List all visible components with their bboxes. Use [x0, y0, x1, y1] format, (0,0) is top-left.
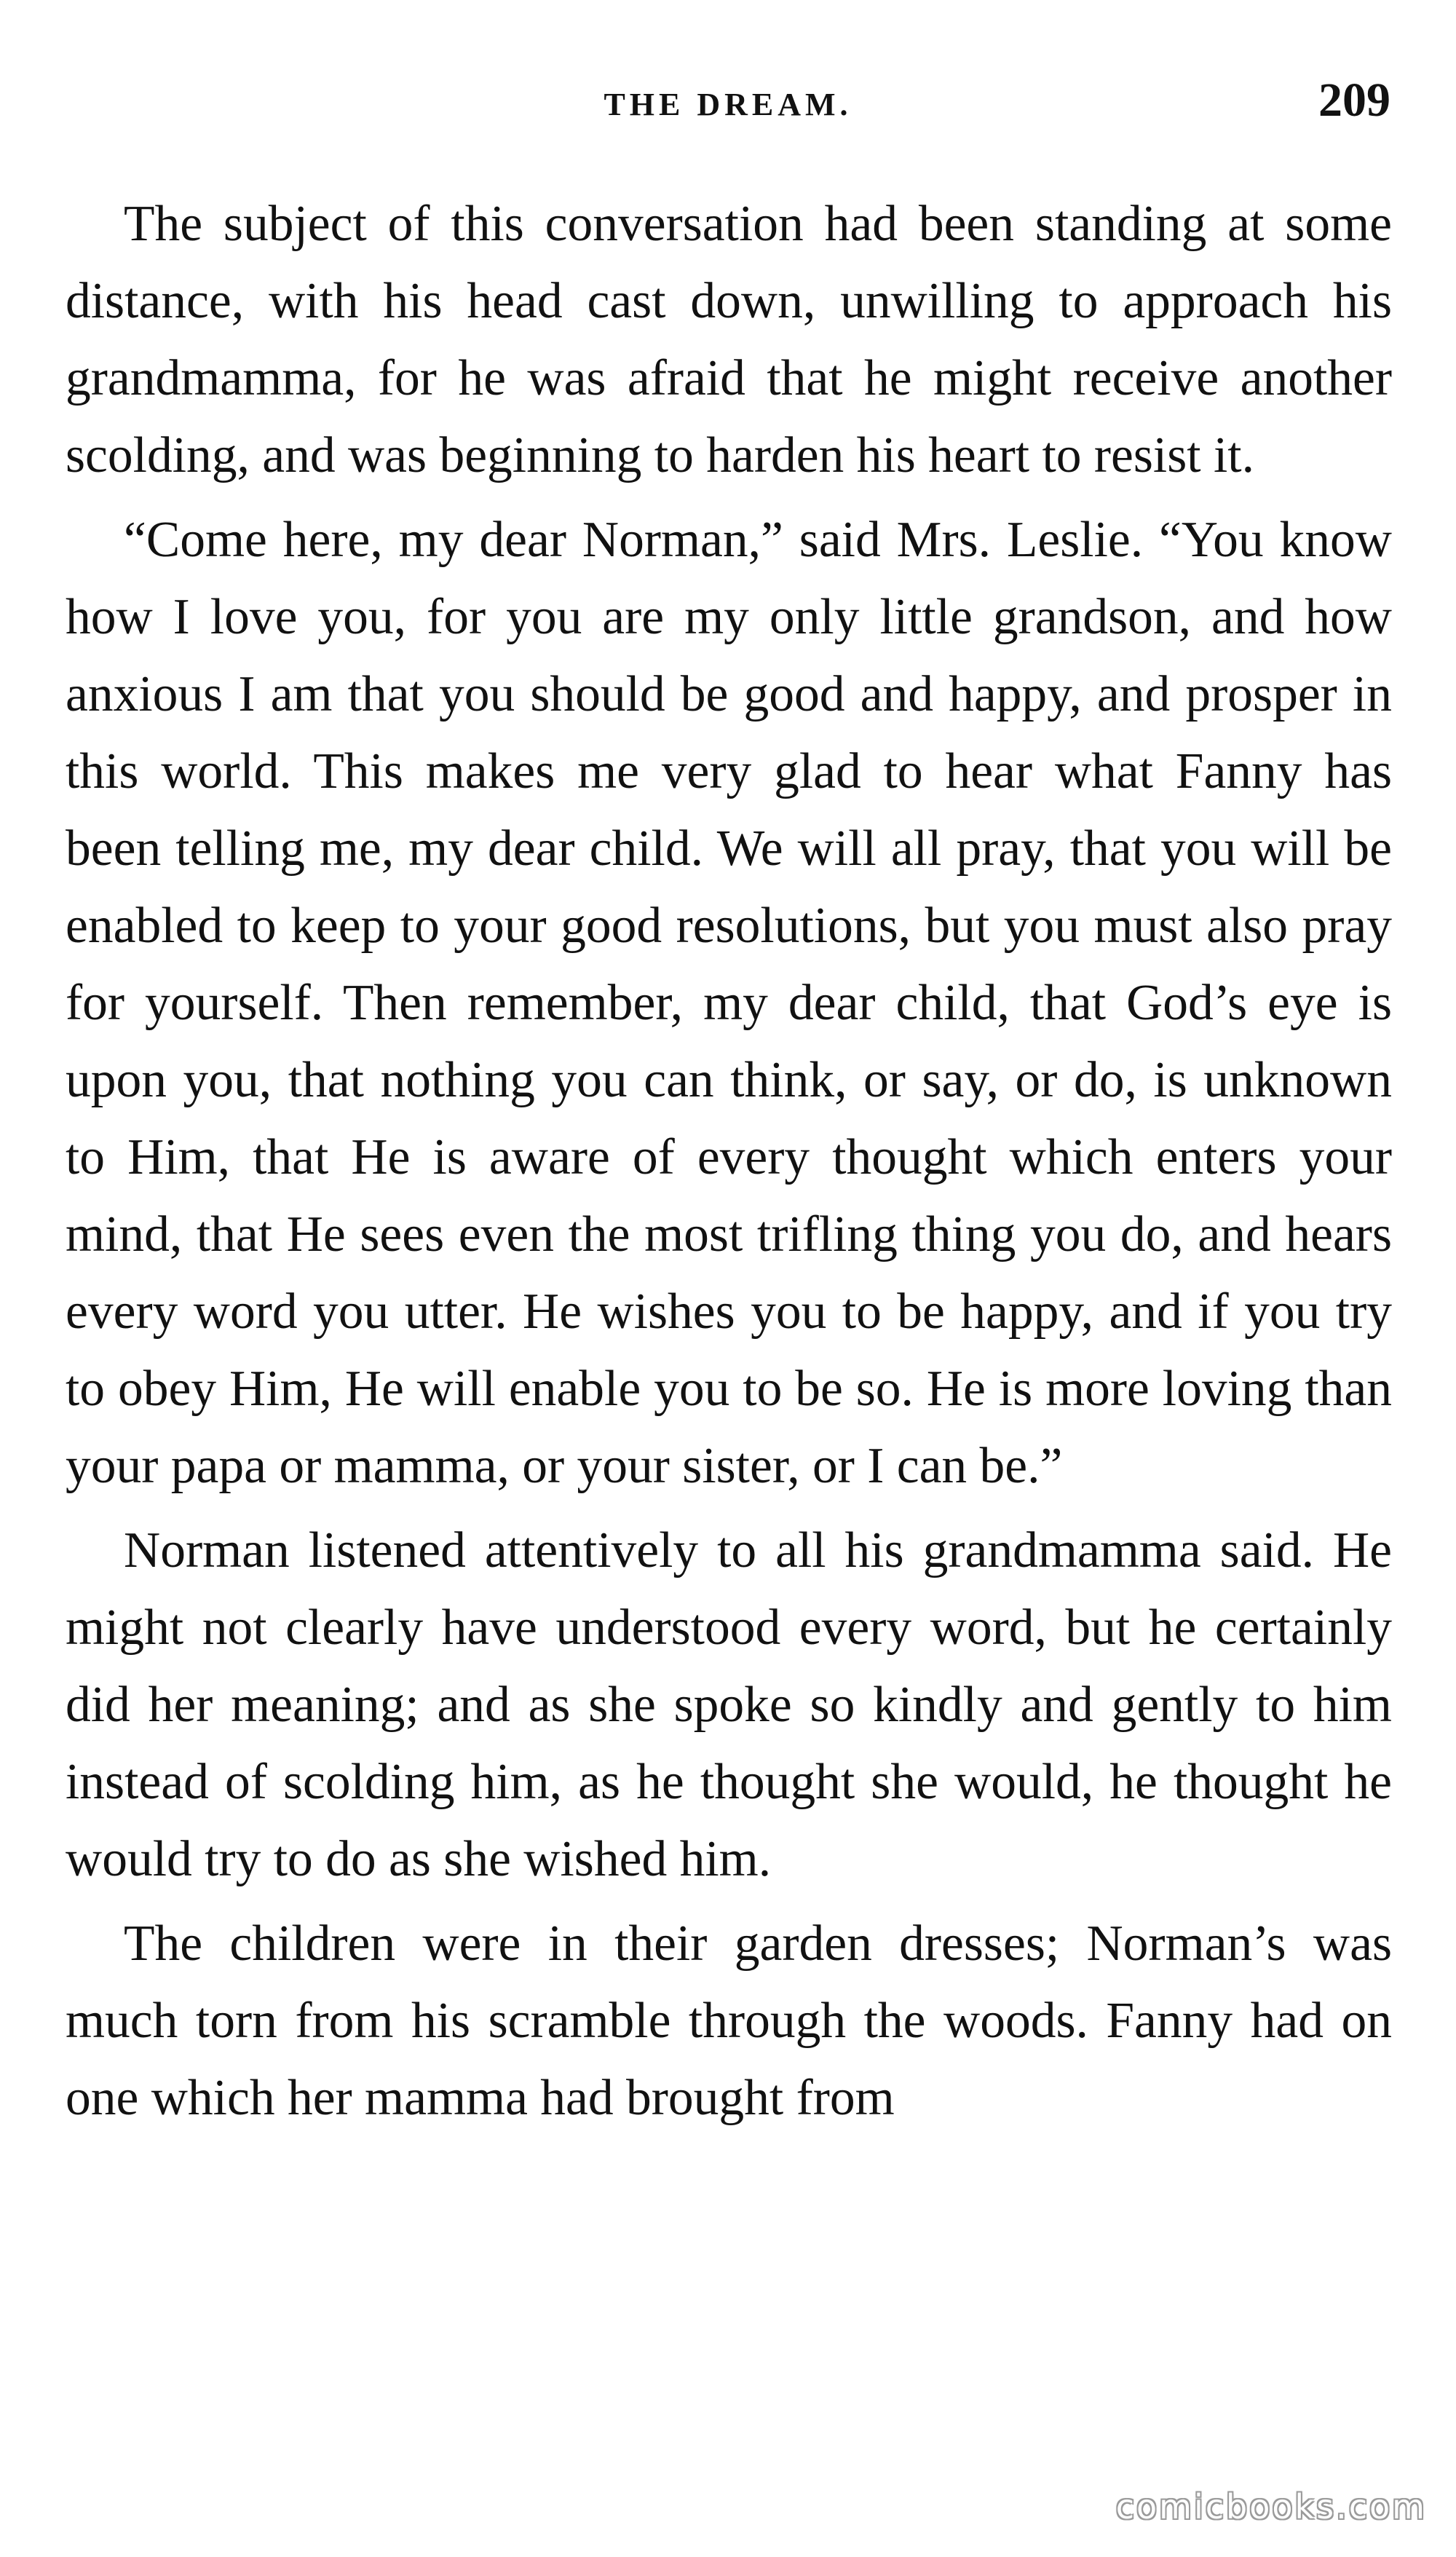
paragraph: The children were in their garden dresses; Norman’s was much torn from his scramble through the woods. Fanny had on one which her mamma had brought from	[66, 1916, 1392, 2126]
watermark: comicbooks.com	[1115, 2487, 1427, 2526]
paragraph: The subject of this conversation had been standing at some distance, with his head cast down, unwilling to approach his grandmamma, for he was afraid that he might receive another scolding, and was beginning to harden his heart to resist it.	[66, 196, 1392, 483]
body-text	[66, 186, 1392, 2144]
running-title: THE DREAM.	[604, 87, 852, 122]
running-head	[66, 73, 1390, 131]
paragraph: “Come here, my dear Norman,” said Mrs. Leslie. “You know how I love you, for you are my only little grandson, and how anxious I am that you should be good and happy, and prosper in this world. This makes me very glad to hear what Fanny has been telling me, my dear child. We will all pray, that you will be enabled to keep to your good resolutions, but you must also pray for yourself. Then remember, my dear child, that God’s eye is upon you, that nothing you can think, or say, or do, is unknown to Him, that He is aware of every thought which enters your mind, that He sees even the most trifling thing you do, and hears every word you utter. He wishes you to be happy, and if you try to obey Him, He will enable you to be so. He is more loving than your papa or mamma, or your sister, or I can be.”	[66, 512, 1392, 1494]
page-number: 209	[1318, 74, 1390, 127]
paragraph: Norman listened attentively to all his grandmamma said. He might not clearly have understood every word, but he certainly did her meaning; and as she spoke so kindly and gently to him instead of scolding him, as he thought she would, he thought he would try to do as she wished him.	[66, 1522, 1392, 1887]
